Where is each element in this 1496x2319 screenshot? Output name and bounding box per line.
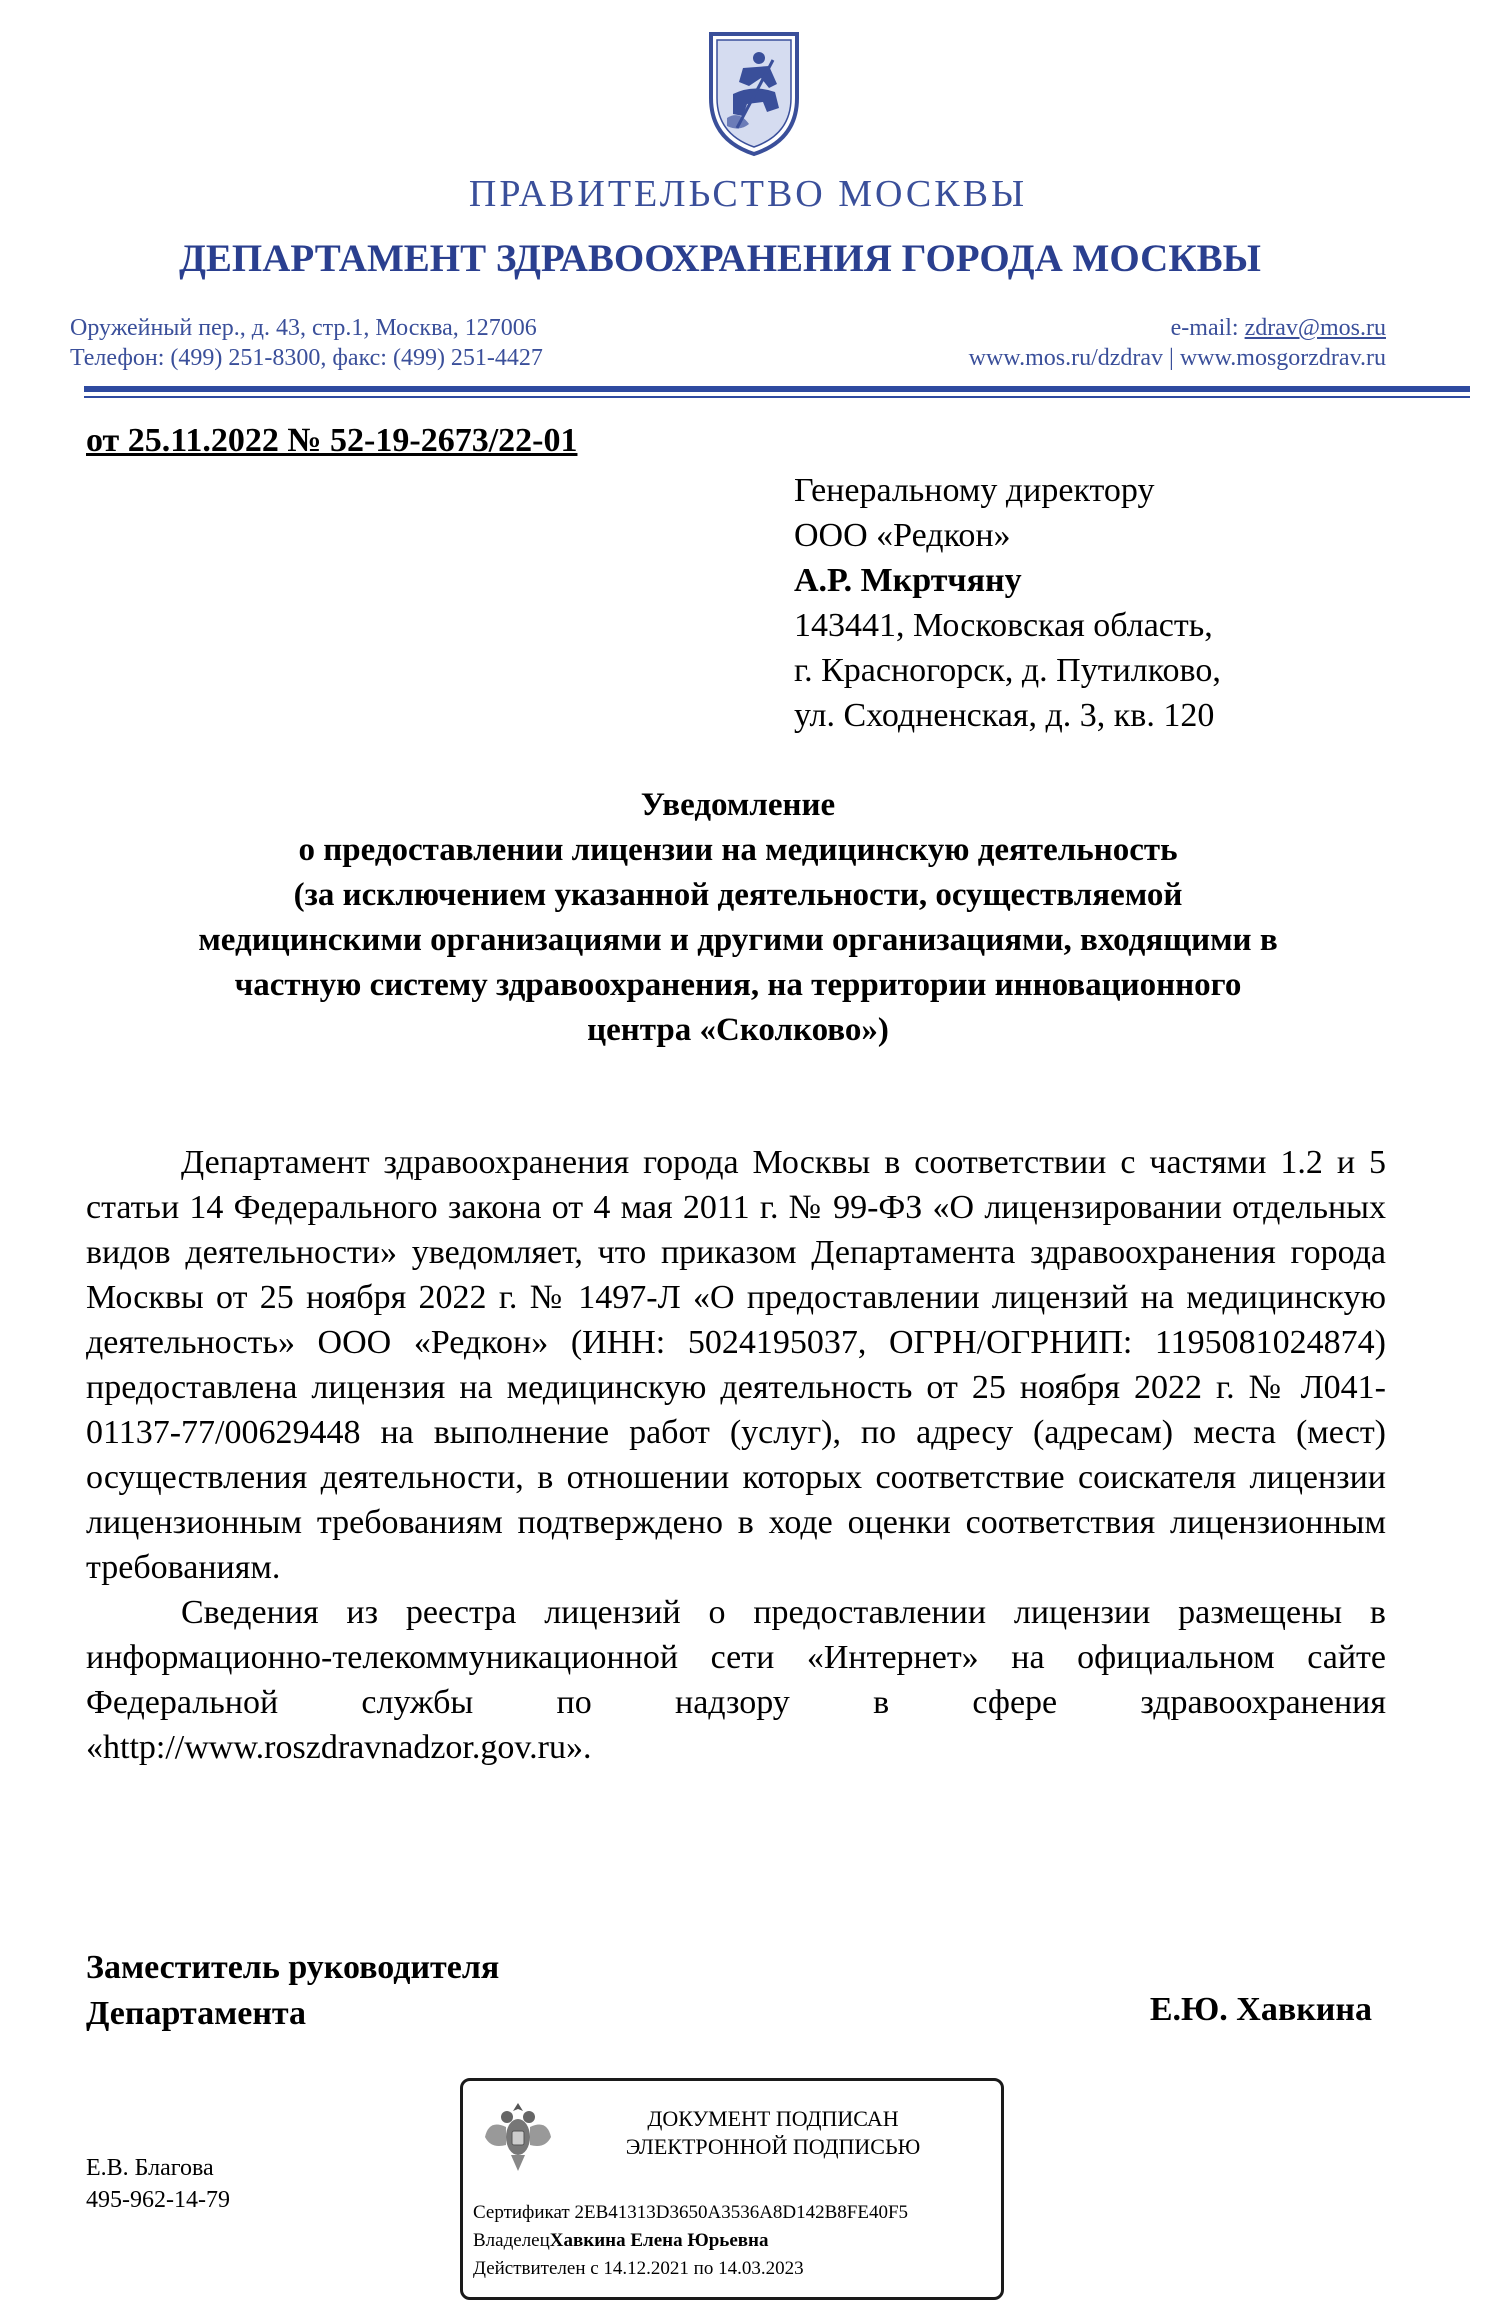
government-title: ПРАВИТЕЛЬСТВО МОСКВЫ xyxy=(468,173,1028,215)
email-link[interactable]: zdrav@mos.ru xyxy=(1244,315,1386,341)
department-title: ДЕПАРТАМЕНТ ЗДРАВООХРАНЕНИЯ ГОРОДА МОСКВЫ xyxy=(179,237,1261,280)
department-address: Оружейный пер., д. 43, стр.1, Москва, 127006 xyxy=(70,315,537,341)
body-text xyxy=(86,1140,1386,1770)
certificate-number: Сертификат 2EB41313D3650A3536A8D142B8FE40F5 xyxy=(473,2202,909,2223)
certificate-validity: Действителен с 14.12.2021 по 14.03.2023 xyxy=(473,2258,804,2279)
moscow-coat-of-arms-icon xyxy=(703,28,805,158)
owner-label: Владелец xyxy=(473,2230,550,2251)
notice-line: медицинскими организациями и другими организациями, входящими в xyxy=(198,922,1278,958)
executor-block xyxy=(86,2152,230,2216)
department-phone: Телефон: (499) 251-8300, факс: (499) 251-4427 xyxy=(70,345,543,371)
addressee-address-line: ул. Сходненская, д. 3, кв. 120 xyxy=(794,697,1215,734)
body-paragraph-2: Сведения из реестра лицензий о предоставлении лицензии размещены в информационно-телекоммуникационной сети «Интернет» на официальном сайте Федеральной службы по надзору в сфере здравоохранения «http://www.roszdravnadzor.gov.ru». xyxy=(86,1594,1386,1766)
addressee-name: А.Р. Мкртчяну xyxy=(794,562,1022,599)
addressee-address-line: г. Красногорск, д. Путилково, xyxy=(794,652,1221,689)
e-signature-title xyxy=(563,2105,983,2161)
e-signature-stamp xyxy=(460,2078,1004,2300)
notice-line: (за исключением указанной деятельности, осуществляемой xyxy=(293,877,1183,913)
notice-line: о предоставлении лицензии на медицинскую деятельность xyxy=(298,832,1178,868)
notice-heading xyxy=(80,783,1396,1053)
contact-address-block xyxy=(70,313,543,373)
certificate-owner-line xyxy=(473,2227,908,2255)
notice-line: частную систему здравоохранения, на территории инновационного xyxy=(234,967,1242,1003)
header-rule-thin xyxy=(84,396,1470,398)
email-label: e-mail: xyxy=(1170,315,1245,341)
notice-line: центра «Сколково») xyxy=(587,1012,889,1048)
body-paragraph-1: Департамент здравоохранения города Москвы в соответствии с частями 1.2 и 5 статьи 14 Федерального закона от 4 мая 2011 г. № 99-ФЗ «О лицензировании отдельных видов деятельности» уведомляет, что приказом Департамента здравоохранения города Москвы от 25 ноября 2022 г. № 1497-Л «О предоставлении лицензий на медицинскую деятельность» ООО «Редкон» (ИНН: 5024195037, ОГРН/ОГРНИП: 1195081024874) предоставлена лицензия на медицинскую деятельность от 25 ноября 2022 г. № Л041-01137-77/00629448 на выполнение работ (услуг), по адресу (адресам) места (мест) осуществления деятельности, в отношении которых соответствие соискателя лицензии лицензионным требованиям подтверждено в ходе оценки соответствия лицензионным требованиям. xyxy=(86,1144,1386,1586)
registration-number: от 25.11.2022 № 52-19-2673/22-01 xyxy=(86,422,578,459)
addressee-block xyxy=(794,468,1221,738)
e-signature-title-line: ЭЛЕКТРОННОЙ ПОДПИСЬЮ xyxy=(625,2134,921,2159)
owner-name: Хавкина Елена Юрьевна xyxy=(549,2230,769,2251)
email-line xyxy=(969,313,1386,343)
header-rule-thick xyxy=(84,386,1470,392)
addressee-position: Генеральному директору xyxy=(794,472,1155,509)
executor-name: Е.В. Благова xyxy=(86,2155,214,2181)
contact-web-block xyxy=(969,313,1386,373)
signatory-position-line: Заместитель руководителя xyxy=(86,1949,500,1986)
signatory-position xyxy=(86,1945,499,2037)
e-signature-title-line: ДОКУМЕНТ ПОДПИСАН xyxy=(647,2106,899,2131)
executor-phone: 495-962-14-79 xyxy=(86,2187,230,2213)
addressee-company: ООО «Редкон» xyxy=(794,517,1011,554)
signatory-name: Е.Ю. Хавкина xyxy=(1149,1991,1372,2028)
russian-emblem-icon xyxy=(481,2097,555,2177)
websites[interactable]: www.mos.ru/dzdrav | www.mosgorzdrav.ru xyxy=(968,345,1386,371)
addressee-address-line: 143441, Московская область, xyxy=(794,607,1213,644)
signatory-position-line: Департамента xyxy=(86,1995,307,2032)
notice-title: Уведомление xyxy=(640,787,836,823)
e-signature-details xyxy=(473,2199,908,2283)
